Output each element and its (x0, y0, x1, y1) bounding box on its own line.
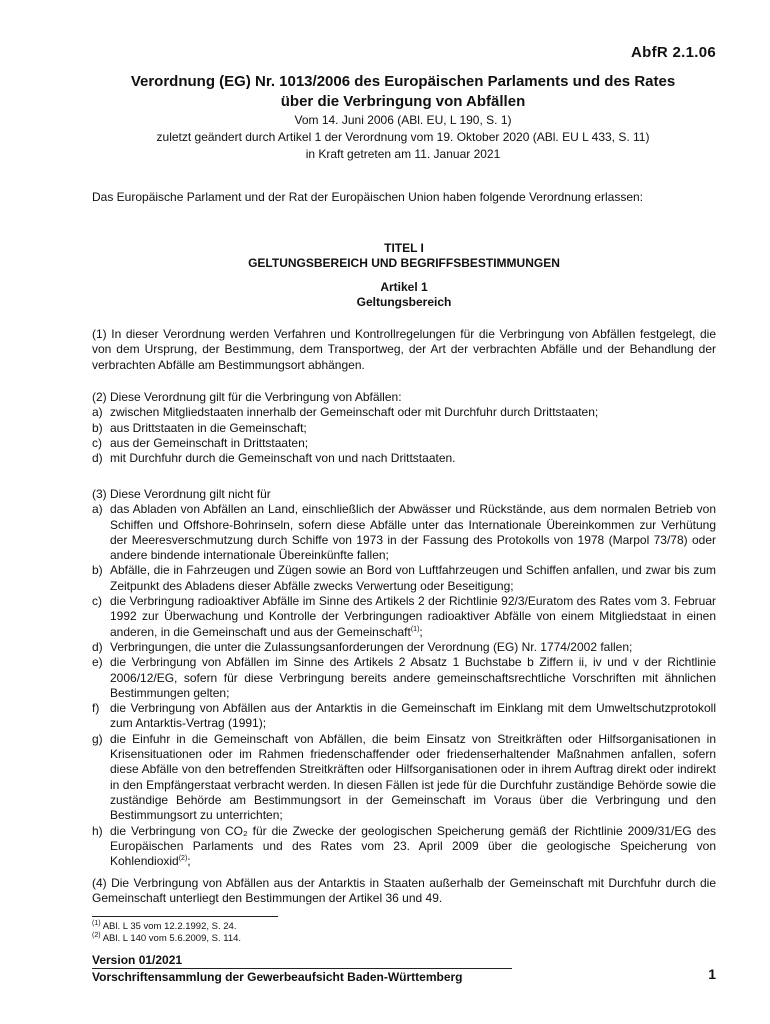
list-item-body: zwischen Mitgliedstaaten innerhalb der Gemeinschaft oder mit Durchfuhr durch Drittstaaten; (110, 405, 599, 420)
paragraph-1: (1) In dieser Verordnung werden Verfahren und Kontrollregelungen für die Verbringung von Abfällen festgelegt, die von dem Ursprung, der Bestimmung, dem Transportweg, der Art der verbrachten Abfälle und der Behandlung der verbrachten Abfälle am Bestimmungsort abhängen. (92, 327, 716, 372)
list-item-label: d) (92, 639, 103, 654)
footnote (92, 921, 241, 933)
list-item-label: h) (92, 823, 103, 838)
list-item-text (110, 451, 716, 466)
list-item-text (110, 655, 716, 701)
list-item-text (110, 421, 716, 436)
paragraph-3-intro: (3) Diese Verordnung gilt nicht für (92, 487, 271, 501)
page-number: 1 (708, 966, 716, 982)
list-item-tail: ; (187, 854, 191, 869)
list-item-body: die Einfuhr in die Gemeinschaft von Abfällen, die beim Einsatz von Streitkräften oder Hilfsorganisationen in Krisensituationen oder im Rahmen friedenschaffender oder friedenserhaltender Maßnahmen anfallen, sofern diese Abfälle von den betreffenden Streitkräften oder Hilfsorganisationen oder in ihrem Auftrag direkt oder indirekt in den Empfängerstaat verbracht werden. In diesen Fällen ist jede für die Durchfuhr zuständige Behörde sowie die zuständige Behörde am Bestimmungsort in der Gemeinschaft im Voraus über die Verbringung und den Bestimmungsort zu unterrichten; (110, 731, 716, 823)
list-item-tail: ; (419, 624, 423, 639)
list-item-label: c) (92, 594, 102, 609)
list-item-body: die Verbringung von Abfällen im Sinne des Artikels 2 Absatz 1 Buchstabe b Ziffern ii, iv und v der Richtlinie 2006/12/EG, sofern für diese Verbringung bereits andere gemeinschaftsrechtliche Vorschriften mit ähnlichen Bestimmungen gelten; (110, 655, 716, 700)
list-item-label: b) (92, 420, 103, 435)
list-item-label: d) (92, 451, 103, 466)
footer-version: Version 01/2021 (92, 953, 183, 967)
list-item-body: die Verbringung von Abfällen aus der Antarktis in die Gemeinschaft im Einklang mit dem Umweltschutzprotokoll zum Antarktis-Vertrag (1991); (110, 701, 716, 731)
list-item-label: a) (92, 405, 103, 420)
list-item-body: die Verbringung radioaktiver Abfälle im Sinne des Artikels 2 der Richtlinie 92/3/Euratom des Rates vom 3. Februar 1992 zur Überwachung und Kontrolle der Verbringungen radioaktiver Abfälle von einem Mitgliedstaat in einen anderen, in die Gemeinschaft und aus der Gemeinschaft (110, 594, 716, 639)
list-item-label: a) (92, 502, 103, 517)
preamble: Das Europäische Parlament und der Rat der Europäischen Union haben folgende Verordnung erlassen: (92, 190, 644, 204)
title-date: Vom 14. Juni 2006 (ABl. EU, L 190, S. 1) (294, 113, 512, 127)
titel-heading (92, 241, 716, 271)
list-item-text (110, 640, 716, 655)
list-item-body: das Abladen von Abfällen an Land, einschließlich der Abwässer und Rückstände, aus dem normalen Betrieb von Schiffen und Offshore-Bohrinseln, sofern diese Abfälle unter das Internationale Übereinkommen zur Verhütung der Meeresverschmutzung durch Schiffe von 1973 in der Fassung des Protokolls von 1978 (Marpol 73/78) oder andere bindende internationale Übereinkünfte fallen; (110, 502, 716, 563)
article-heading (92, 280, 716, 310)
footnote-mark: (1) (92, 919, 101, 927)
footnote-ref: (2) (178, 855, 188, 863)
list-item-text (110, 594, 716, 640)
footer-organization: Vorschriftensammlung der Gewerbeaufsicht Baden-Württemberg (92, 970, 463, 984)
list-item (92, 594, 716, 640)
list-item (92, 563, 716, 594)
list-item-text (110, 824, 716, 870)
list-item (92, 436, 716, 451)
footnote-text: ABl. L 35 vom 12.2.1992, S. 24. (102, 921, 237, 932)
list-item-body: aus der Gemeinschaft in Drittstaaten; (110, 435, 309, 450)
title-line-2: über die Verbringung von Abfällen (280, 93, 526, 110)
list-item (92, 405, 716, 420)
list-item-text (110, 405, 716, 420)
list-item-body: mit Durchfuhr durch die Gemeinschaft von und nach Drittstaaten. (110, 451, 456, 466)
paragraph-2-intro: (2) Diese Verordnung gilt für die Verbringung von Abfällen: (92, 390, 402, 404)
footnote-ref: (1) (410, 625, 420, 633)
list-item-label: c) (92, 435, 102, 450)
list-item-body: aus Drittstaaten in die Gemeinschaft; (110, 420, 307, 435)
list-item-text (110, 502, 716, 563)
list-item (92, 421, 716, 436)
list-item-text (110, 563, 716, 594)
paragraph-4: (4) Die Verbringung von Abfällen aus der Antarktis in Staaten außerhalb der Gemeinschaft mit Durchfuhr durch die Gemeinschaft unterliegt den Bestimmungen der Artikel 36 und 49. (92, 876, 716, 906)
article-number: Artikel 1 (380, 280, 428, 294)
list-item (92, 640, 716, 655)
page-footer (92, 953, 716, 985)
footnote (92, 933, 241, 945)
footnote-mark: (2) (92, 931, 101, 939)
paragraph-3-list (92, 502, 716, 869)
article-name: Geltungsbereich (356, 295, 452, 309)
list-item (92, 502, 716, 563)
paragraph-3 (92, 487, 716, 869)
list-item-text (110, 436, 716, 451)
footnote-divider (92, 916, 278, 917)
title-line-1: Verordnung (EG) Nr. 1013/2006 des Europäischen Parlaments und des Rates (130, 73, 676, 90)
footnotes (92, 921, 241, 945)
titel-number: TITEL I (384, 241, 424, 255)
footnote-text: ABl. L 140 vom 5.6.2009, S. 114. (102, 933, 242, 944)
doc-code: AbfR 2.1.06 (631, 44, 716, 61)
list-item-body: Abfälle, die in Fahrzeugen und Zügen sowie an Bord von Luftfahrzeugen und Schiffen anfallen, und zwar bis zum Zeitpunkt des Abladens dieser Abfälle zwecks Verwertung oder Beseitigung; (110, 563, 716, 593)
list-item-text (110, 701, 716, 732)
list-item-label: f) (92, 701, 100, 716)
list-item-body: die Verbringung von CO₂ für die Zwecke der geologischen Speicherung gemäß der Richtlinie 2009/31/EG des Europäischen Parlaments und des Rates vom 23. April 2009 über die geologische Speicherung von Kohlendioxid (110, 823, 716, 869)
list-item (92, 732, 716, 824)
list-item-label: g) (92, 731, 103, 746)
titel-name: GELTUNGSBEREICH UND BEGRIFFSBESTIMMUNGEN (248, 256, 560, 270)
footer-divider (92, 968, 512, 969)
paragraph-2-list (92, 405, 716, 466)
list-item (92, 451, 716, 466)
list-item-label: b) (92, 563, 103, 578)
list-item-text (110, 732, 716, 824)
list-item (92, 824, 716, 870)
list-item (92, 701, 716, 732)
list-item-label: e) (92, 655, 103, 670)
title-in-force: in Kraft getreten am 11. Januar 2021 (305, 147, 501, 161)
list-item (92, 655, 716, 701)
title-block (90, 72, 716, 163)
list-item-body: Verbringungen, die unter die Zulassungsanforderungen der Verordnung (EG) Nr. 1774/2002 fallen; (110, 639, 633, 654)
paragraph-2 (92, 390, 716, 466)
title-amended: zuletzt geändert durch Artikel 1 der Verordnung vom 19. Oktober 2020 (ABl. EU L 433, S. 11) (156, 130, 650, 144)
